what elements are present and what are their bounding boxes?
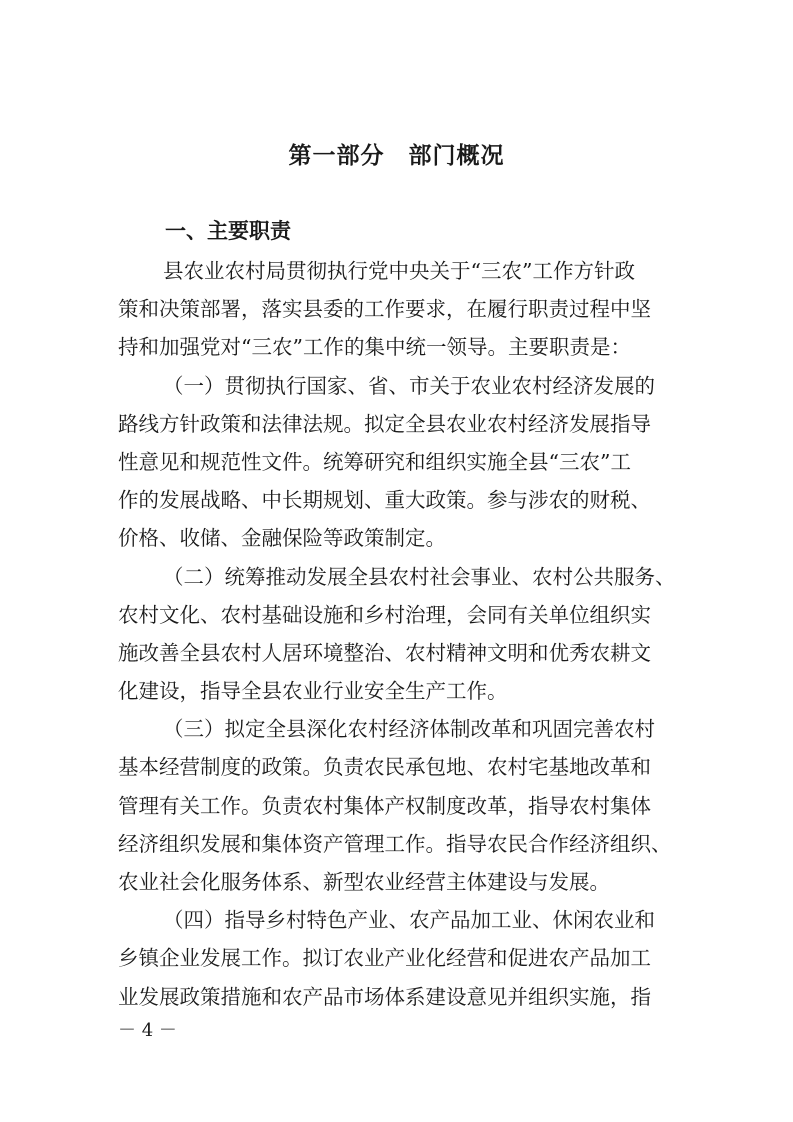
text-line: 管理有关工作。负责农村集体产权制度改革，指导农村集体 — [118, 793, 651, 818]
text-line: 作的发展战略、中长期规划、重大政策。参与涉农的财税、 — [118, 488, 651, 513]
text-line: （一）贯彻执行国家、省、市关于农业农村经济发展的 — [163, 373, 655, 398]
body-text — [118, 252, 674, 1016]
page-title: 第一部分 部门概况 — [288, 143, 505, 169]
section-heading: 一、主要职责 — [165, 219, 291, 243]
text-line: 经济组织发展和集体资产管理工作。指导农民合作经济组织、 — [118, 831, 672, 856]
text-line: 农业社会化服务体系、新型农业经营主体建设与发展。 — [118, 870, 610, 894]
text-line: 基本经营制度的政策。负责农民承包地、农村宅基地改革和 — [118, 755, 651, 780]
text-line: 性意见和规范性文件。统筹研究和组织实施全县“三农”工 — [118, 449, 631, 474]
text-line: （二）统筹推动发展全县农村社会事业、农村公共服务、 — [163, 564, 676, 589]
text-line: （三）拟定全县深化农村经济体制改革和巩固完善农村 — [163, 717, 655, 742]
text-line: 路线方针政策和法律法规。拟定全县农业农村经济发展指导 — [118, 411, 651, 436]
text-line: 持和加强党对“三农”工作的集中统一领导。主要职责是： — [118, 335, 631, 360]
text-line: 业发展政策措施和农产品市场体系建设意见并组织实施，指 — [118, 984, 651, 1009]
text-line: 策和决策部署，落实县委的工作要求，在履行职责过程中坚 — [118, 297, 651, 322]
text-line: （四）指导乡村特色产业、农产品加工业、休闲农业和 — [163, 908, 655, 933]
page-number: － 4 － — [118, 1020, 177, 1041]
text-line: 县农业农村局贯彻执行党中央关于“三农”工作方针政 — [163, 259, 635, 283]
text-line: 农村文化、农村基础设施和乡村治理，会同有关单位组织实 — [118, 602, 651, 627]
text-line: 价格、收储、金融保险等政策制定。 — [118, 526, 446, 551]
text-line: 乡镇企业发展工作。拟订农业产业化经营和促进农产品加工 — [118, 946, 651, 971]
text-line: 施改善全县农村人居环境整治、农村精神文明和优秀农耕文 — [118, 640, 651, 665]
text-line: 化建设，指导全县农业行业安全生产工作。 — [118, 679, 508, 704]
